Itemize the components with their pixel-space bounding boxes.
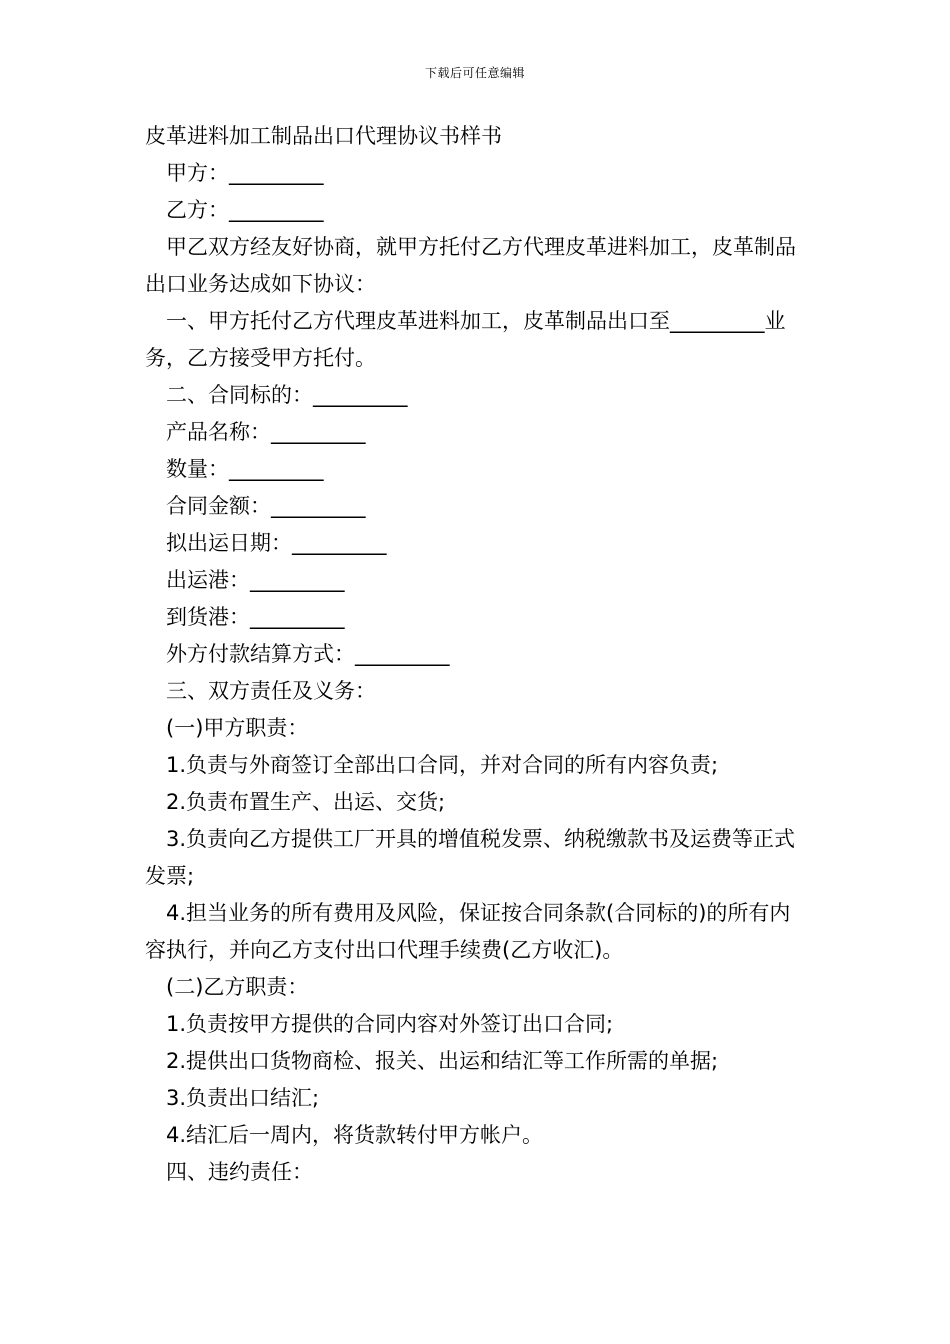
clause-4-heading: 四、违约责任： <box>166 1160 313 1184</box>
party-a-duty-item: 2.负责布置生产、出运、交货; <box>166 790 446 814</box>
clause-1-paragraph: 一、甲方托付乙方代理皮革进料加工，皮革制品出口至_________业务，乙方接受甲方托付。 <box>145 309 786 370</box>
party-a-line: 甲方：_________ <box>166 161 324 185</box>
clause-3-heading: 三、双方责任及义务： <box>166 679 376 703</box>
party-b-duty-item: 1.负责按甲方提供的合同内容对外签订出口合同; <box>166 1012 614 1036</box>
party-b-duty-item: 4.结汇后一周内，将货款转付甲方帐户。 <box>166 1123 544 1147</box>
party-a-duty-item: 4.担当业务的所有费用及风险，保证按合同条款(合同标的)的所有内容执行，并向乙方支付出口代理手续费(乙方收汇)。 <box>145 901 791 962</box>
clause-2-heading: 二、合同标的：_________ <box>166 383 408 407</box>
shipping-date-line: 拟出运日期：_________ <box>166 531 387 555</box>
product-name-line: 产品名称：_________ <box>166 420 366 444</box>
party-b-duty-item: 3.负责出口结汇; <box>166 1086 320 1110</box>
header-note: 下载后可任意编辑 <box>424 66 525 80</box>
payment-method-line: 外方付款结算方式：_________ <box>166 642 450 666</box>
preamble-paragraph: 甲乙双方经友好协商，就甲方托付乙方代理皮革进料加工，皮革制品出口业务达成如下协议： <box>145 235 796 296</box>
party-b-duty-item: 2.提供出口货物商检、报关、出运和结汇等工作所需的单据; <box>166 1049 719 1073</box>
port-of-loading-line: 出运港：_________ <box>166 568 345 592</box>
party-a-duty-item: 1.负责与外商签订全部出口合同，并对合同的所有内容负责; <box>166 753 719 777</box>
port-of-destination-line: 到货港：_________ <box>166 605 345 629</box>
document-body <box>145 118 810 1191</box>
party-a-duties-heading: (一)甲方职责： <box>166 716 309 740</box>
quantity-line: 数量：_________ <box>166 457 324 481</box>
contract-amount-line: 合同金额：_________ <box>166 494 366 518</box>
party-b-duties-heading: (二)乙方职责： <box>166 975 309 999</box>
party-b-line: 乙方：_________ <box>166 198 324 222</box>
document-title: 皮革进料加工制品出口代理协议书样书 <box>145 124 502 148</box>
party-a-duty-item: 3.负责向乙方提供工厂开具的增值税发票、纳税缴款书及运费等正式发票; <box>145 827 796 888</box>
